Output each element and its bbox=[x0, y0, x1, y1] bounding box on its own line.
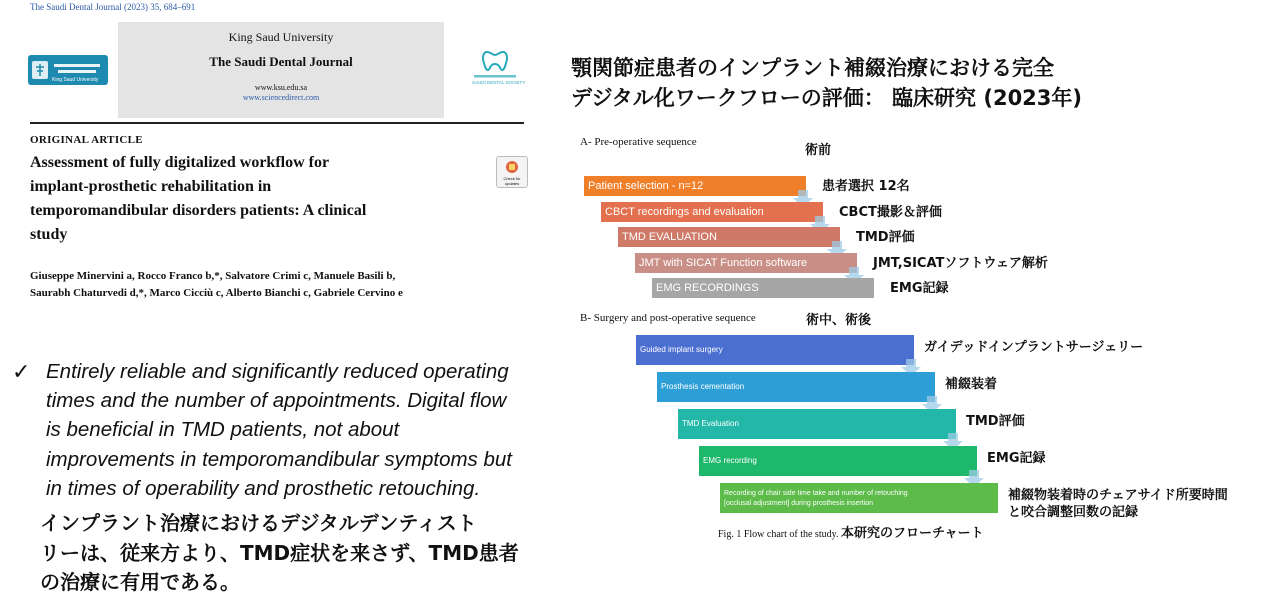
king-saud-university-logo bbox=[28, 55, 108, 85]
logo-right-caption: SAUDI DENTAL SOCIETY bbox=[472, 80, 526, 85]
section-a-label: A- Pre-operative sequence bbox=[580, 136, 697, 148]
pre-op-step-3-japanese: TMD評価 bbox=[856, 230, 915, 245]
pre-op-step-2: CBCT recordings and evaluation bbox=[601, 202, 823, 222]
summary-english-line-3: is beneficial in TMD patients, not about bbox=[46, 418, 400, 441]
university-name: King Saud University bbox=[228, 30, 334, 44]
header-divider bbox=[30, 122, 524, 124]
check-badge-label: Check for updates bbox=[503, 176, 521, 186]
article-title-line-4: study bbox=[30, 226, 68, 243]
post-op-step-4-japanese: EMG記録 bbox=[987, 451, 1046, 466]
slide-heading-line-2: デジタル化ワークフローの評価： 臨床研究 (2023年) bbox=[571, 86, 1083, 110]
logo-left-caption: King Saud University bbox=[52, 77, 99, 83]
post-op-step-3: TMD Evaluation bbox=[678, 409, 956, 439]
summary-japanese-line-1: インプラント治療におけるデジタルデンティスト bbox=[40, 511, 477, 535]
figure-caption-en: Fig. 1 Flow chart of the study. bbox=[718, 529, 839, 540]
post-op-step-1-japanese: ガイデッドインプラントサージェリー bbox=[924, 340, 1144, 355]
post-op-step-3-japanese: TMD評価 bbox=[966, 414, 1025, 429]
slide-heading-line-1: 顎関節症患者のインプラント補綴治療における完全 bbox=[571, 56, 1054, 80]
pre-op-step-4: JMT with SICAT Function software bbox=[635, 253, 857, 273]
summary-english-line-4: improvements in temporomandibular symptoms but bbox=[46, 448, 512, 471]
university-url[interactable]: www.ksu.edu.sa bbox=[254, 83, 308, 92]
post-op-step-5: Recording of chair side time take and number of retouching [occlusal adjustment] during prosthesis insertion bbox=[720, 483, 998, 513]
summary-english-line-5: in times of operability and prosthetic retouching. bbox=[46, 477, 481, 500]
checkmark-icon: ✓ bbox=[12, 360, 31, 385]
author-line-2: Saurabh Chaturvedi d,*, Marco Cicciù c, Alberto Bianchi c, Gabriele Cervino e bbox=[30, 287, 403, 299]
post-op-step-2: Prosthesis cementation bbox=[657, 372, 935, 402]
article-title-line-1: Assessment of fully digitalized workflow for bbox=[30, 154, 330, 171]
pre-op-step-1-japanese: 患者選択 12名 bbox=[822, 179, 910, 194]
pre-op-step-1: Patient selection - n=12 bbox=[584, 176, 806, 196]
journal-citation: The Saudi Dental Journal (2023) 35, 684–691 bbox=[30, 2, 196, 12]
pre-op-step-5-japanese: EMG記録 bbox=[890, 281, 949, 296]
section-b-label: B- Surgery and post-operative sequence bbox=[580, 312, 756, 324]
section-b-japanese: 術中、術後 bbox=[806, 313, 872, 328]
author-line-1: Giuseppe Minervini a, Rocco Franco b,*, Salvatore Crimi c, Manuele Basili b, bbox=[30, 270, 396, 282]
article-title-line-3: temporomandibular disorders patients: A clinical bbox=[30, 202, 367, 219]
pre-op-step-2-japanese: CBCT撮影＆評価 bbox=[839, 204, 942, 220]
summary-japanese-line-3: の治療に有用である。 bbox=[40, 570, 240, 594]
summary-english-line-2: times and the number of appointments. Digital flow bbox=[46, 389, 507, 412]
article-title-line-2: implant-prosthetic rehabilitation in bbox=[30, 178, 272, 195]
article-type: ORIGINAL ARTICLE bbox=[30, 134, 143, 146]
pre-op-step-5: EMG RECORDINGS bbox=[652, 278, 874, 298]
section-a-japanese: 術前 bbox=[805, 143, 832, 158]
check-for-updates-badge[interactable] bbox=[496, 156, 528, 188]
post-op-step-2-japanese: 補綴装着 bbox=[945, 377, 998, 392]
sciencedirect-url[interactable]: www.sciencedirect.com bbox=[242, 93, 320, 102]
saudi-dental-society-logo bbox=[470, 48, 526, 88]
journal-name: The Saudi Dental Journal bbox=[209, 54, 353, 69]
figure-caption bbox=[718, 522, 984, 541]
summary-english-line-1: Entirely reliable and significantly reduced operating bbox=[46, 360, 509, 383]
summary-japanese-line-2: リーは、従来方より、TMD症状を来さず、TMD患者 bbox=[40, 541, 519, 565]
pre-op-step-3: TMD EVALUATION bbox=[618, 227, 840, 247]
post-op-step-5-japanese: 補綴物装着時のチェアサイド所要時間 と咬合調整回数の記録 bbox=[1008, 488, 1228, 520]
pre-op-step-4-japanese: JMT,SICATソフトウェア解析 bbox=[873, 255, 1048, 271]
update-icon bbox=[497, 157, 527, 177]
post-op-step-4: EMG recording bbox=[699, 446, 977, 476]
post-op-step-1: Guided implant surgery bbox=[636, 335, 914, 365]
figure-caption-jp: 本研究のフローチャート bbox=[840, 525, 984, 540]
